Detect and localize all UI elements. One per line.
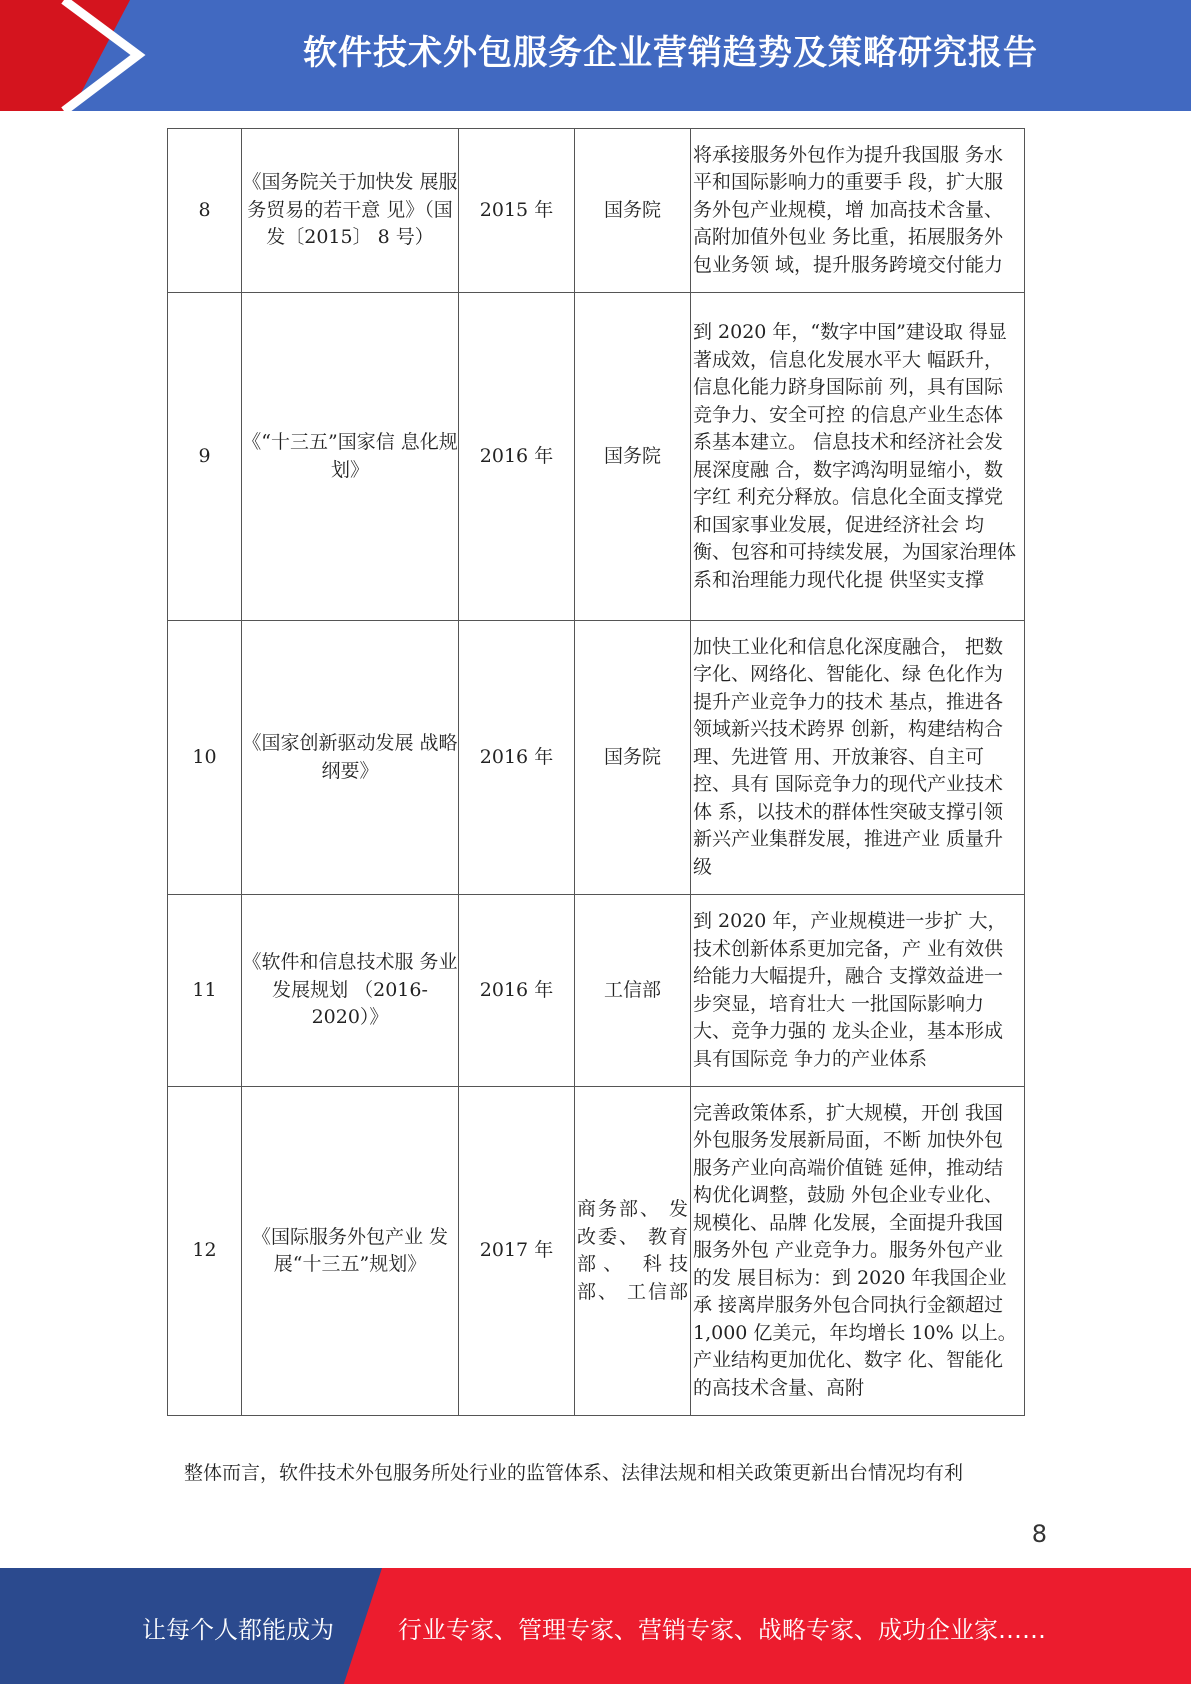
policy-year: 2017 年 xyxy=(459,1087,575,1416)
issuing-org: 国务院 xyxy=(575,129,691,293)
row-number: 12 xyxy=(168,1087,242,1416)
row-number: 11 xyxy=(168,895,242,1087)
policy-table xyxy=(167,128,1025,1416)
table-row xyxy=(168,621,1025,895)
policy-name: 《国家创新驱动发展 战略纲要》 xyxy=(242,621,459,895)
issuing-org: 工信部 xyxy=(575,895,691,1087)
issuing-org: 商务部、 发改委、 教育部、 科技部、 工信部 xyxy=(575,1087,691,1416)
row-number: 8 xyxy=(168,129,242,293)
policy-year: 2016 年 xyxy=(459,293,575,621)
policy-year: 2015 年 xyxy=(459,129,575,293)
policy-name: 《国际服务外包产业 发展“十三五”规划》 xyxy=(242,1087,459,1416)
row-number: 10 xyxy=(168,621,242,895)
issuing-org: 国务院 xyxy=(575,293,691,621)
footer-slogan-left: 让每个人都能成为 xyxy=(142,1616,334,1644)
summary-paragraph: 整体而言，软件技术外包服务所处行业的监管体系、法律法规和相关政策更新出台情况均有利 xyxy=(184,1462,964,1484)
page-header xyxy=(0,0,1191,111)
table-row xyxy=(168,895,1025,1087)
policy-description: 到 2020 年，“数字中国”建设取 得显著成效，信息化发展水平大 幅跃升，信息化能力跻身国际前 列，具有国际竞争力、安全可控 的信息产业生态体系基本建立。 信息技术和经济社会发展深度融 合，数字鸿沟明显缩小，数字红 利充分释放。信息化全面支撑党 和国家事业发展，促进经济社会 均衡、包容和可持续发展，为国家治理体系和治理能力现代化提 供坚实支撑 xyxy=(691,293,1025,621)
policy-description: 到 2020 年，产业规模进一步扩 大，技术创新体系更加完备，产 业有效供给能力大幅提升，融合 支撑效益进一步突显，培育壮大 一批国际影响力大、竞争力强的 龙头企业，基本形成具有国际竞 争力的产业体系 xyxy=(691,895,1025,1087)
footer-slogan-right: 行业专家、管理专家、营销专家、战略专家、成功企业家…… xyxy=(398,1616,1046,1644)
header-chevron-icon xyxy=(58,0,148,111)
page-number: 8 xyxy=(1031,1520,1047,1548)
table-row xyxy=(168,293,1025,621)
policy-year: 2016 年 xyxy=(459,895,575,1087)
policy-year: 2016 年 xyxy=(459,621,575,895)
table-row xyxy=(168,129,1025,293)
policy-description: 加快工业化和信息化深度融合， 把数字化、网络化、智能化、绿 色化作为提升产业竞争力的技术 基点，推进各领域新兴技术跨界 创新，构建结构合理、先进管 用、开放兼容、自主可控、具有 国际竞争力的现代产业技术体 系，以技术的群体性突破支撑引领新兴产业集群发展，推进产业 质量升级 xyxy=(691,621,1025,895)
policy-name: 《软件和信息技术服 务业发展规划 （2016-2020）》 xyxy=(242,895,459,1087)
page-footer xyxy=(0,1568,1191,1684)
policy-name: 《“十三五”国家信 息化规划》 xyxy=(242,293,459,621)
policy-description: 将承接服务外包作为提升我国服 务水平和国际影响力的重要手 段，扩大服务外包产业规模，增 加高技术含量、高附加值外包业 务比重，拓展服务外包业务领 域，提升服务跨境交付能力 xyxy=(691,129,1025,293)
row-number: 9 xyxy=(168,293,242,621)
policy-description: 完善政策体系，扩大规模，开创 我国外包服务发展新局面，不断 加快外包服务产业向高端价值链 延伸，推动结构优化调整，鼓励 外包企业专业化、规模化、品牌 化发展，全面提升我国服务外包 产业竞争力。服务外包产业的发 展目标为：到 2020 年我国企业承 接离岸服务外包合同执行金额超过 1,000 亿美元，年均增长 10% 以上。产业结构更加优化、数字 化、智能化的高技术含量、高附 xyxy=(691,1087,1025,1416)
policy-name: 《国务院关于加快发 展服务贸易的若干意 见》（国发〔2015〕 8 号） xyxy=(242,129,459,293)
table-row xyxy=(168,1087,1025,1416)
issuing-org: 国务院 xyxy=(575,621,691,895)
report-title: 软件技术外包服务企业营销趋势及策略研究报告 xyxy=(303,33,1038,73)
